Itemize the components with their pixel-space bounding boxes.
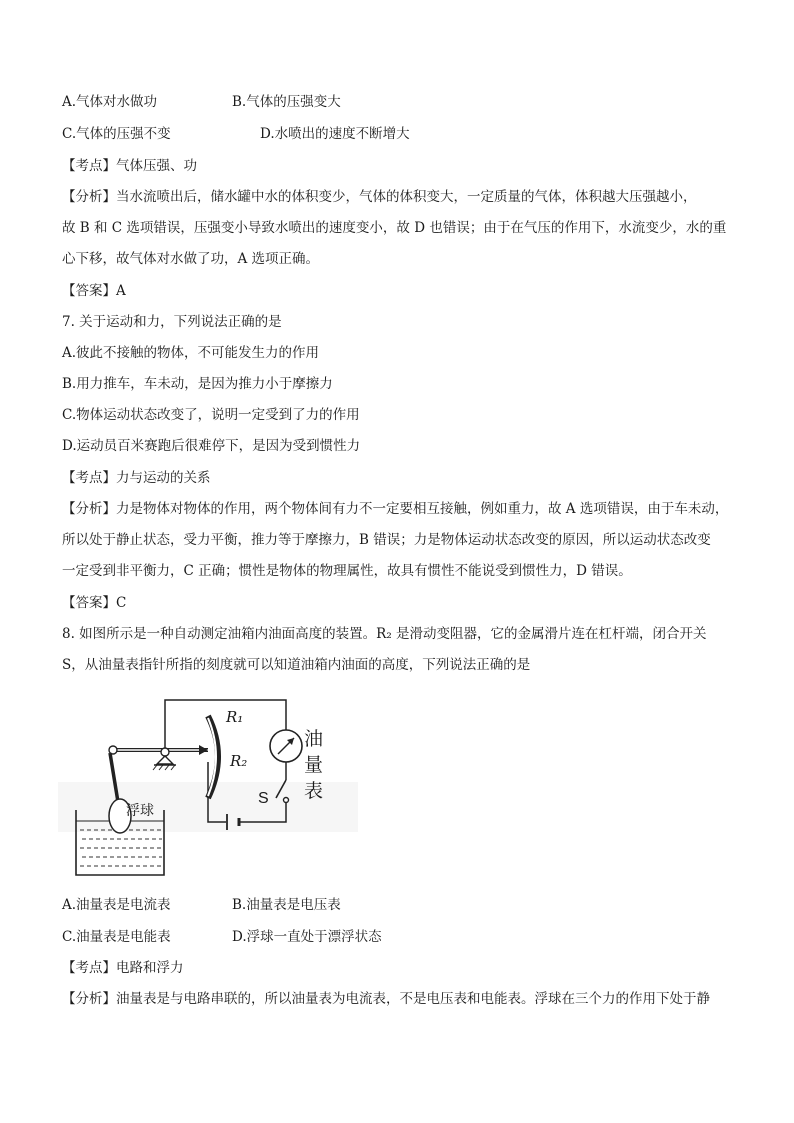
pivot-hatch-1 (153, 765, 157, 770)
pivot-hatch-2 (159, 765, 163, 770)
q7-analysis-line-3: 一定受到非平衡力，C 正确；惯性是物体的物理属性，故具有惯性不能说受到惯性力，D 错误。 (62, 563, 632, 579)
q6-option-a: A.气体对水做功 (62, 94, 158, 110)
q7-answer: 【答案】C (62, 595, 127, 611)
meter-label-char-2: 量 (304, 754, 324, 776)
q6-option-b: B.气体的压强变大 (232, 94, 341, 110)
float-label: 浮球 (126, 803, 154, 819)
switch-contact (284, 798, 289, 803)
q8-stem-line-2: S，从油量表指针所指的刻度就可以知道油箱内油面的高度，下列说法正确的是 (62, 657, 531, 673)
q6-analysis-line-1: 【分析】当水流喷出后，储水罐中水的体积变少，气体的体积变大，一定质量的气体，体积越大压强越小， (62, 189, 697, 205)
rod-joint (109, 746, 117, 754)
q8-kaodian: 【考点】电路和浮力 (62, 960, 184, 976)
r1-label: R₁ (226, 708, 244, 726)
q8-option-a: A.油量表是电流表 (62, 897, 171, 913)
lever-pivot (161, 748, 169, 756)
q7-stem: 7. 关于运动和力，下列说法正确的是 (62, 314, 282, 330)
q7-option-c: C.物体运动状态改变了，说明一定受到了力的作用 (62, 407, 360, 423)
pivot-hatch-4 (171, 765, 175, 770)
q8-option-b: B.油量表是电压表 (232, 897, 341, 913)
q6-analysis-line-2: 故 B 和 C 选项错误，压强变小导致水喷出的速度变小，故 D 也错误；由于在气压的作用下，水流变少，水的重 (62, 220, 727, 236)
r2-label: R₂ (230, 752, 248, 770)
oil-dashes (80, 830, 162, 866)
lever-tip (199, 745, 208, 755)
q6-answer: 【答案】A (62, 283, 126, 299)
meter-label-char-1: 油 (304, 728, 324, 750)
switch-label: S (258, 790, 269, 807)
q6-option-d: D.水喷出的速度不断增大 (260, 126, 410, 142)
q6-analysis-line-3: 心下移，故气体对水做了功，A 选项正确。 (62, 251, 320, 267)
q8-analysis-line-1: 【分析】油量表是与电路串联的，所以油量表为电流表，不是电压表和电能表。浮球在三个力的作用下处于静 (62, 991, 710, 1007)
oil-gauge-circuit-figure (58, 690, 358, 885)
q7-option-b: B.用力推车，车未动，是因为推力小于摩擦力 (62, 376, 333, 392)
q8-stem-line-1: 8. 如图所示是一种自动测定油箱内油面高度的装置。R₂ 是滑动变阻器，它的金属滑片连在杠杆端，闭合开关 (62, 626, 707, 642)
q7-analysis-line-2: 所以处于静止状态，受力平衡，推力等于摩擦力，B 错误；力是物体运动状态改变的原因，所以运动状态改变 (62, 532, 711, 548)
q6-option-c: C.气体的压强不变 (62, 126, 171, 142)
q8-option-d: D.浮球一直处于漂浮状态 (232, 929, 382, 945)
q6-kaodian: 【考点】气体压强、功 (62, 158, 197, 174)
pivot-support (157, 756, 173, 764)
q7-option-a: A.彼此不接触的物体，不可能发生力的作用 (62, 345, 320, 361)
meter-label-char-3: 表 (304, 780, 324, 802)
pivot-hatch-3 (165, 765, 169, 770)
q7-option-d: D.运动员百米赛跑后很难停下，是因为受到惯性力 (62, 438, 361, 454)
q8-option-c: C.油量表是电能表 (62, 929, 171, 945)
q7-kaodian: 【考点】力与运动的关系 (62, 470, 211, 486)
q7-analysis-line-1: 【分析】力是物体对物体的作用，两个物体间有力不一定要相互接触，例如重力，故 A 选项错误，由于车未动， (62, 501, 729, 517)
